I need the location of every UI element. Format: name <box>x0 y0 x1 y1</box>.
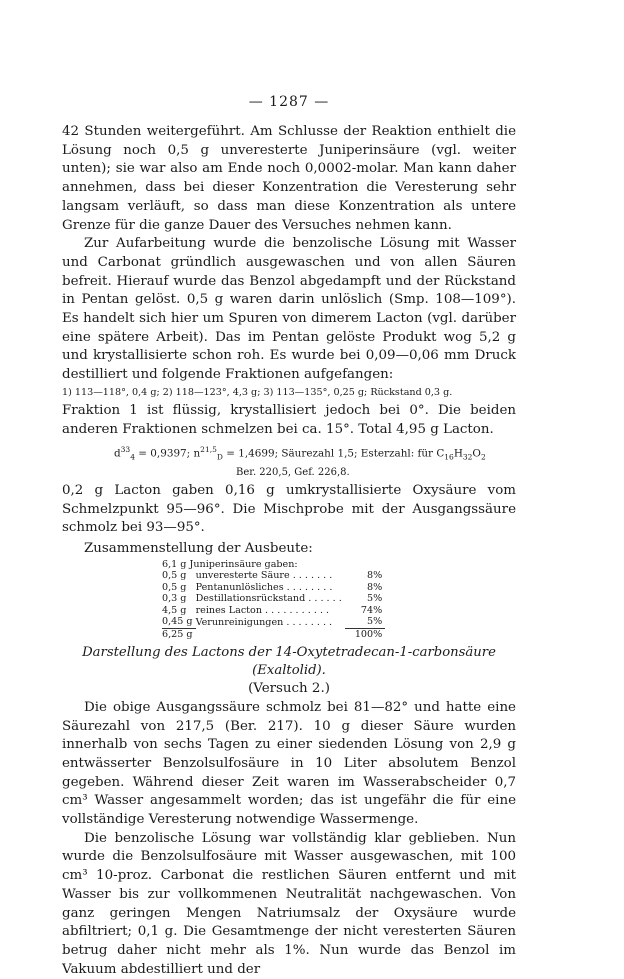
yield-percent: 74% <box>360 604 383 616</box>
constants-line-1: $d^{33}_4 = 0,9397$; $n^{21,5}_D = 1,4699$; Säurezahl 1,5; Esterzahl: für $C_{16}H_{32}O_2$ <box>114 445 486 462</box>
table-row <box>162 593 385 605</box>
yield-percent: 8% <box>367 570 383 582</box>
yield-amount: 0,45 g <box>162 616 196 628</box>
physical-constants <box>114 442 516 480</box>
paragraph-2: Zur Aufarbeitung wurde die benzolische Lösung mit Wasser und Carbonat gründlich ausgewaschen und von allen Säuren befreit. Hierauf wurde das Benzol abgedampft und der Rückstand in Pentan gelöst. 0,5 g waren darin unlöslich (Smp. 108—109°). Es handelt sich hier um Spuren von dimerem Lacton (vgl. darüber eine spätere Arbeit). Das im Pentan gelöste Produkt wog 5,2 g und krystallisierte schon roh. Es wurde bei 0,09—0,06 mm Druck destilliert und folgende Fraktionen aufgefangen: <box>62 236 516 383</box>
yield-amount: 0,5 g <box>162 570 187 582</box>
paragraph-6: Die benzolische Lösung war vollständig klar geblieben. Nun wurde die Benzolsulfosäure mit Wasser ausgewaschen, mit 100 cm³ 10-proz. Carbonat die restlichen Säuren entfernt und mit Wasser bis zur vollkommenen Neutralität nachgewaschen. Von ganz geringen Mengen Natriumsalz der Oxysäure wurde abfiltriert; 0,1 g. Die Gesamtmenge der nicht veresterten Säuren betrug daher nicht mehr als 1%. Nun wurde das Benzol im Vakuum abdestilliert und der <box>62 830 516 977</box>
yield-amount: 4,5 g <box>162 604 187 616</box>
refraction-and-acid-values: = 1,4699; Säurezahl 1,5; Esterzahl: für C <box>226 447 445 460</box>
yield-head: 6,1 g Juniperinsäure gaben: <box>162 558 298 570</box>
density-ref: 4 <box>130 452 135 462</box>
formula-h-count: 32 <box>462 452 473 462</box>
table-row <box>162 605 385 617</box>
section-subheading: (Versuch 2.) <box>248 681 330 697</box>
paragraph-4: 0,2 g Lacton gaben 0,16 g umkrystallisierte Oxysäure vom Schmelzpunkt 95—96°. Die Mischprobe mit der Ausgangssäure schmolz bei 93—95°. <box>62 482 516 536</box>
paragraph-1: 42 Stunden weitergeführt. Am Schlusse der Reaktion enthielt die Lösung noch 0,5 g unveresterte Juniperinsäure (vgl. weiter unten); sie war also am Ende noch 0,0002-molar. Man kann daher annehmen, dass bei dieser Konzentration die Veresterung sehr langsam verläuft, so dass man diese Konzentration als untere Grenze für die ganze Dauer des Versuches nehmen kann. <box>62 124 516 233</box>
table-row <box>162 582 385 594</box>
yield-label: Pentanunlösliches . . . . . . . . <box>195 581 333 593</box>
yield-label: Destillationsrückstand . . . . . . <box>195 593 342 605</box>
table-total-row <box>162 628 385 640</box>
refraction-line: D <box>216 452 223 462</box>
document-page <box>62 94 516 979</box>
yield-title: Zusammenstellung der Ausbeute: <box>84 540 313 556</box>
refraction-temp: 21,5 <box>200 445 217 455</box>
constants-line-2: Ber. 220,5, Gef. 226,8. <box>236 466 350 478</box>
yield-table <box>162 559 385 641</box>
yield-percent: 8% <box>367 581 383 593</box>
page-number: — 1287 — <box>248 94 330 110</box>
yield-label: unveresterte Säure . . . . . . . <box>195 570 333 582</box>
formula-h: H <box>453 447 463 460</box>
yield-label: Verunreinigungen . . . . . . . . <box>195 616 333 628</box>
yield-amount: 0,5 g <box>162 581 187 593</box>
table-row <box>162 570 385 582</box>
fractions-line: 1) 113—118°, 0,4 g; 2) 118—123°, 4,3 g; 3) 113—135°, 0,25 g; Rückstand 0,3 g. <box>62 386 453 398</box>
paragraph-3: Fraktion 1 ist flüssig, krystallisiert jedoch bei 0°. Die beiden anderen Fraktionen schmelzen bei ca. 15°. Total 4,95 g Lacton. <box>62 402 516 437</box>
density-temp: 33 <box>120 445 131 455</box>
yield-label: reines Lacton . . . . . . . . . . . <box>195 604 330 616</box>
yield-total-amount: 6,25 g <box>162 628 193 640</box>
yield-percent: 5% <box>367 593 383 605</box>
paragraph-5: Die obige Ausgangssäure schmolz bei 81—82° und hatte eine Säurezahl von 217,5 (Ber. 217). 10 g dieser Säure wurden innerhalb von sechs Tagen zu einer siedenden Lösung von 2,9 g entwässerter Benzolsulfosäure in 10 Liter absolutem Benzol gegeben. Während dieser Zeit waren im Wasserabscheider 0,7 cm³ Wasser angesammelt worden; das ist ungefähr die für eine vollständige Veresterung notwendige Wassermenge. <box>62 699 516 828</box>
formula-o: O <box>472 447 481 460</box>
density-value: = 0,9397; <box>138 447 191 460</box>
yield-total-percent: 100% <box>354 628 383 640</box>
yield-percent: 5% <box>345 616 385 628</box>
formula-c-count: 16 <box>444 452 454 462</box>
yield-amount: 0,3 g <box>162 593 187 605</box>
table-row <box>162 616 385 628</box>
section-heading: Darstellung des Lactons der 14-Oxytetradecan-1-carbonsäure (Exaltolid). <box>82 645 496 679</box>
formula-o-count: 2 <box>480 452 486 462</box>
